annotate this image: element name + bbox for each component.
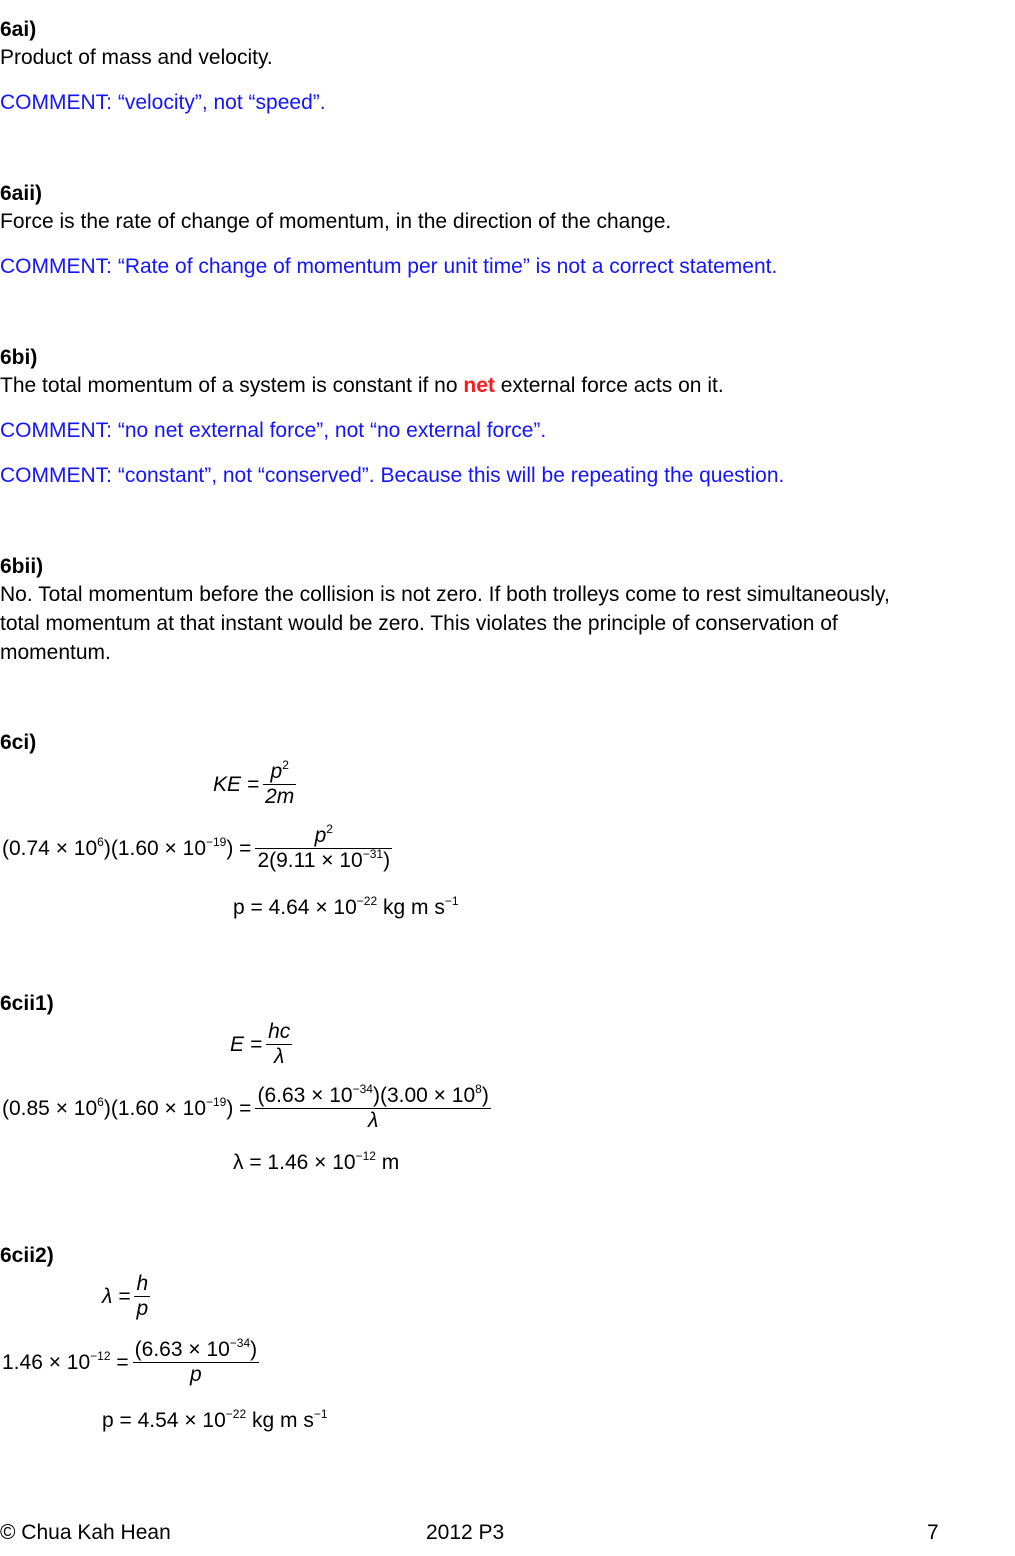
- exponent: −12: [355, 1149, 376, 1163]
- eq-lhs: [2, 834, 252, 861]
- footer-page-number: 7: [927, 1521, 939, 1544]
- equation-ke-substituted: [2, 824, 392, 873]
- exponent: −34: [352, 1082, 373, 1096]
- answer-text: external force acts on it.: [494, 374, 724, 397]
- result: [102, 1409, 328, 1433]
- den-text: ): [383, 849, 391, 872]
- heading-6ci: 6ci): [0, 731, 37, 754]
- exponent: −19: [206, 1094, 227, 1109]
- lhs-part: =: [110, 1350, 129, 1374]
- fraction: [263, 760, 296, 809]
- equation-de-broglie-substituted: [2, 1338, 259, 1387]
- result-text: p = 4.54 × 10: [102, 1409, 226, 1432]
- exponent: 6: [97, 1094, 104, 1109]
- equation-p-result: [233, 896, 459, 920]
- lhs-part: ) =: [226, 1096, 252, 1120]
- den-text: 2(9.11 × 10: [257, 849, 363, 872]
- emphasis-net: net: [463, 374, 495, 397]
- eq-lhs: KE =: [213, 772, 260, 796]
- eq-lhs: [2, 1094, 252, 1121]
- num-text: )(3.00 × 10: [372, 1084, 476, 1107]
- comment-6aii: COMMENT: “Rate of change of momentum per unit time” is not a correct statement.: [0, 255, 778, 278]
- exponent: −12: [90, 1348, 111, 1363]
- denominator: λ: [266, 1044, 292, 1069]
- heading-6aii: 6aii): [0, 182, 43, 205]
- numerator: [263, 760, 296, 784]
- unit: kg m s: [246, 1409, 314, 1432]
- heading-6cii2: 6cii2): [0, 1244, 54, 1267]
- footer-paper: 2012 P3: [426, 1521, 505, 1544]
- lhs-part: ) =: [226, 836, 252, 860]
- result: [233, 1151, 399, 1175]
- equation-lambda-result: [233, 1151, 399, 1175]
- equation-photon-substituted: [2, 1084, 491, 1133]
- result-text: p = 4.64 × 10: [233, 896, 357, 919]
- equation-ke: [213, 760, 296, 809]
- lhs-part: )(1.60 × 10: [103, 836, 206, 860]
- fraction: [134, 1272, 150, 1321]
- heading-6cii1: 6cii1): [0, 992, 54, 1015]
- equation-de-broglie: [102, 1272, 150, 1321]
- num-text: (6.63 × 10: [257, 1084, 353, 1107]
- footer-copyright: © Chua Kah Hean: [0, 1521, 171, 1544]
- answer-text: The total momentum of a system is constant if no: [0, 374, 464, 397]
- fraction: [255, 1084, 490, 1133]
- heading-6ai: 6ai): [0, 18, 37, 41]
- exponent: −34: [229, 1336, 251, 1350]
- exponent: −22: [356, 894, 378, 908]
- numerator: h: [136, 1272, 149, 1295]
- equation-p2-result: [102, 1409, 328, 1433]
- unit: kg m s: [377, 896, 445, 919]
- denominator: [255, 848, 392, 873]
- answer-6aii: Force is the rate of change of momentum, in the direction of the change.: [0, 210, 672, 233]
- exponent: −22: [225, 1407, 247, 1421]
- fraction: [255, 824, 392, 873]
- lhs-part: (0.74 × 10: [2, 836, 98, 860]
- result: [233, 896, 459, 920]
- fraction: [133, 1338, 260, 1387]
- eq-lhs: λ =: [102, 1284, 131, 1308]
- unit: m: [375, 1151, 400, 1174]
- denominator: 2m: [265, 785, 295, 808]
- lhs-part: )(1.60 × 10: [103, 1096, 206, 1120]
- num-text: p: [314, 824, 327, 847]
- numerator: [133, 1338, 260, 1362]
- eq-lhs: [2, 1348, 129, 1375]
- lhs-part: 1.46 × 10: [2, 1350, 91, 1374]
- numerator: [255, 1084, 490, 1108]
- exponent: −31: [362, 847, 384, 861]
- heading-6bi: 6bi): [0, 346, 38, 369]
- answer-6bii-line3: momentum.: [0, 641, 111, 664]
- comment-6ai: COMMENT: “velocity”, not “speed”.: [0, 91, 326, 114]
- answer-6ai: Product of mass and velocity.: [0, 46, 273, 69]
- answer-6bii-line1: No. Total momentum before the collision is not zero. If both trolleys come to rest simultaneously,: [0, 583, 890, 606]
- exponent: 2: [282, 758, 289, 772]
- denominator: λ: [255, 1108, 490, 1133]
- num-text: p: [270, 760, 283, 783]
- result-text: λ = 1.46 × 10: [233, 1151, 356, 1174]
- numerator: hc: [268, 1020, 291, 1043]
- fraction: [266, 1020, 292, 1069]
- denominator: p: [136, 1297, 149, 1320]
- heading-6bii: 6bii): [0, 555, 44, 578]
- comment-6bi-2: COMMENT: “constant”, not “conserved”. Because this will be repeating the question.: [0, 464, 785, 487]
- exponent: −1: [444, 894, 459, 908]
- exponent: −19: [206, 834, 227, 849]
- denominator: p: [133, 1362, 260, 1387]
- exponent: 6: [97, 834, 104, 849]
- num-text: (6.63 × 10: [134, 1338, 230, 1361]
- comment-6bi-1: COMMENT: “no net external force”, not “no external force”.: [0, 419, 547, 442]
- equation-photon-energy: [230, 1020, 292, 1069]
- numerator: [255, 824, 392, 848]
- answer-6bi: [0, 374, 724, 398]
- eq-lhs: E =: [230, 1032, 263, 1056]
- exponent: 2: [326, 822, 333, 836]
- num-text: ): [250, 1338, 258, 1361]
- num-text: ): [481, 1084, 489, 1107]
- answer-6bii-line2: total momentum at that instant would be zero. This violates the principle of conservation of: [0, 612, 838, 635]
- lhs-part: (0.85 × 10: [2, 1096, 98, 1120]
- exponent: 8: [475, 1082, 482, 1096]
- exponent: −1: [313, 1407, 328, 1421]
